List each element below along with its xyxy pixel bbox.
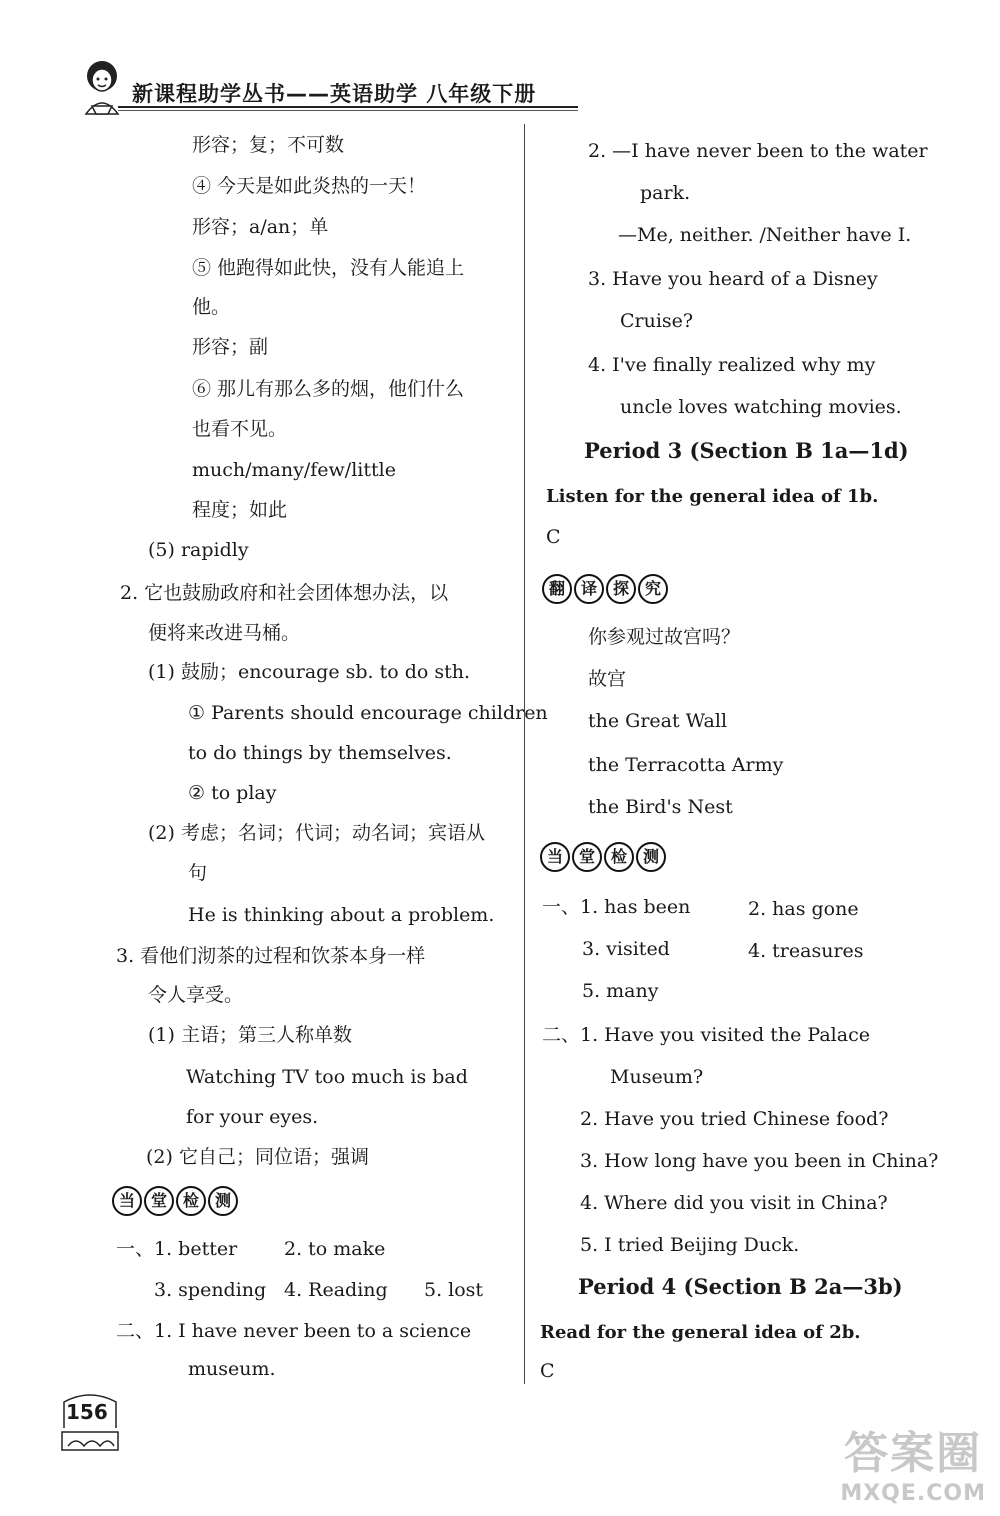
answer-line: the Bird's Nest (588, 796, 733, 818)
answer-line: ⑤ 他跑得如此快，没有人能追上 (192, 257, 465, 279)
answer-line: 令人享受。 (148, 984, 244, 1006)
header-rule-thin (118, 110, 578, 111)
answer-line: ④ 今天是如此炎热的一天！ (192, 175, 427, 197)
answer-line: 二、1. Have you visited the Palace (542, 1024, 870, 1046)
answer-line: 也看不见。 (192, 418, 288, 440)
answer-line: (2) 它自己；同位语；强调 (146, 1146, 369, 1168)
answer-line: (5) rapidly (148, 539, 249, 561)
watermark (840, 1417, 986, 1506)
period-4-heading: Period 4 (Section B 2a—3b) (578, 1274, 903, 1299)
badge-char: 检 (604, 842, 634, 872)
answer-line: 3. visited (582, 938, 670, 960)
answer-line: much/many/few/little (192, 459, 396, 481)
answer-line: 3. Have you heard of a Disney (588, 268, 878, 290)
answer-line: museum. (188, 1358, 276, 1380)
badge-char: 当 (540, 842, 570, 872)
answer-line: 3. How long have you been in China? (580, 1150, 939, 1172)
answer-line: —Me, neither. /Neither have I. (618, 224, 912, 246)
page-number: 156 (66, 1400, 108, 1424)
badge-char: 究 (638, 574, 668, 604)
answer-line: park. (640, 182, 691, 204)
read-instruction: Read for the general idea of 2b. (540, 1322, 861, 1343)
answer-line: 2. 它也鼓励政府和社会团体想办法，以 (120, 582, 449, 604)
answer-line: 形容；a/an；单 (192, 216, 329, 238)
answer-line: 4. Reading (284, 1279, 388, 1301)
answer-line: 你参观过故宫吗？ (588, 626, 741, 648)
classroom-check-badge (112, 1186, 238, 1216)
answer-line: 5. many (582, 980, 659, 1002)
listen-instruction: Listen for the general idea of 1b. (546, 486, 879, 507)
answer-line: to do things by themselves. (188, 742, 452, 764)
answer-line: uncle loves watching movies. (620, 396, 902, 418)
badge-char: 检 (176, 1186, 206, 1216)
answer-line: the Terracotta Army (588, 754, 784, 776)
badge-char: 堂 (144, 1186, 174, 1216)
answer-line: 5. lost (424, 1279, 484, 1301)
badge-char: 译 (574, 574, 604, 604)
answer-line: 4. I've finally realized why my (588, 354, 876, 376)
answer-line: 二、1. I have never been to a science (116, 1320, 472, 1342)
answer-line: 2. has gone (748, 898, 859, 920)
answer-line: for your eyes. (186, 1106, 319, 1128)
answer-line: ① Parents should encourage children (188, 702, 548, 724)
answer-line: He is thinking about a problem. (188, 904, 495, 926)
answer-line: 一、1. has been (542, 896, 691, 918)
answer-line: Cruise? (620, 310, 694, 332)
answer-line: 4. Where did you visit in China? (580, 1192, 888, 1214)
answer-line: C (540, 1360, 555, 1382)
answer-line: C (546, 526, 561, 548)
answer-line: 4. treasures (748, 940, 864, 962)
answer-line: (2) 考虑；名词；代词；动名词；宾语从 (148, 822, 485, 844)
answer-line: ⑥ 那儿有那么多的烟，他们什么 (192, 378, 465, 400)
classroom-check-badge (540, 842, 666, 872)
answer-line: 形容；复；不可数 (192, 134, 345, 156)
badge-char: 当 (112, 1186, 142, 1216)
column-divider (524, 124, 525, 1384)
answer-line: Museum? (610, 1066, 704, 1088)
answer-line: (1) 鼓励；encourage sb. to do sth. (148, 661, 471, 683)
answer-line: 便将来改进马桶。 (148, 622, 301, 644)
answer-line: 他。 (192, 296, 231, 318)
answer-line: 2. to make (284, 1238, 386, 1260)
answer-line: 形容；副 (192, 336, 269, 358)
answer-line: 故宫 (588, 668, 627, 690)
watermark-url: MXQE.COM (840, 1481, 986, 1506)
translation-explore-badge (542, 574, 668, 604)
answer-line: 2. —I have never been to the water (588, 140, 928, 162)
answer-line: 程度；如此 (192, 499, 288, 521)
answer-line: 一、1. better (116, 1238, 238, 1260)
answer-line: the Great Wall (588, 710, 728, 732)
answer-line: 5. I tried Beijing Duck. (580, 1234, 800, 1256)
badge-char: 测 (208, 1186, 238, 1216)
answer-line: 3. 看他们沏茶的过程和饮茶本身一样 (116, 945, 426, 967)
badge-char: 翻 (542, 574, 572, 604)
header-title: 新课程助学丛书——英语助学 八年级下册 (132, 82, 537, 106)
answer-line: 3. spending (154, 1279, 267, 1301)
badge-char: 测 (636, 842, 666, 872)
reading-girl-icon (78, 56, 128, 118)
answer-line: ② to play (188, 782, 277, 804)
answer-line: 2. Have you tried Chinese food? (580, 1108, 889, 1130)
badge-char: 探 (606, 574, 636, 604)
period-3-heading: Period 3 (Section B 1a—1d) (584, 438, 909, 463)
watermark-logo-text: 答案圈 (844, 1428, 983, 1479)
header-rule (118, 106, 578, 108)
answer-line: Watching TV too much is bad (186, 1066, 468, 1088)
answer-line: (1) 主语；第三人称单数 (148, 1024, 352, 1046)
badge-char: 堂 (572, 842, 602, 872)
answer-line: 句 (188, 862, 208, 884)
